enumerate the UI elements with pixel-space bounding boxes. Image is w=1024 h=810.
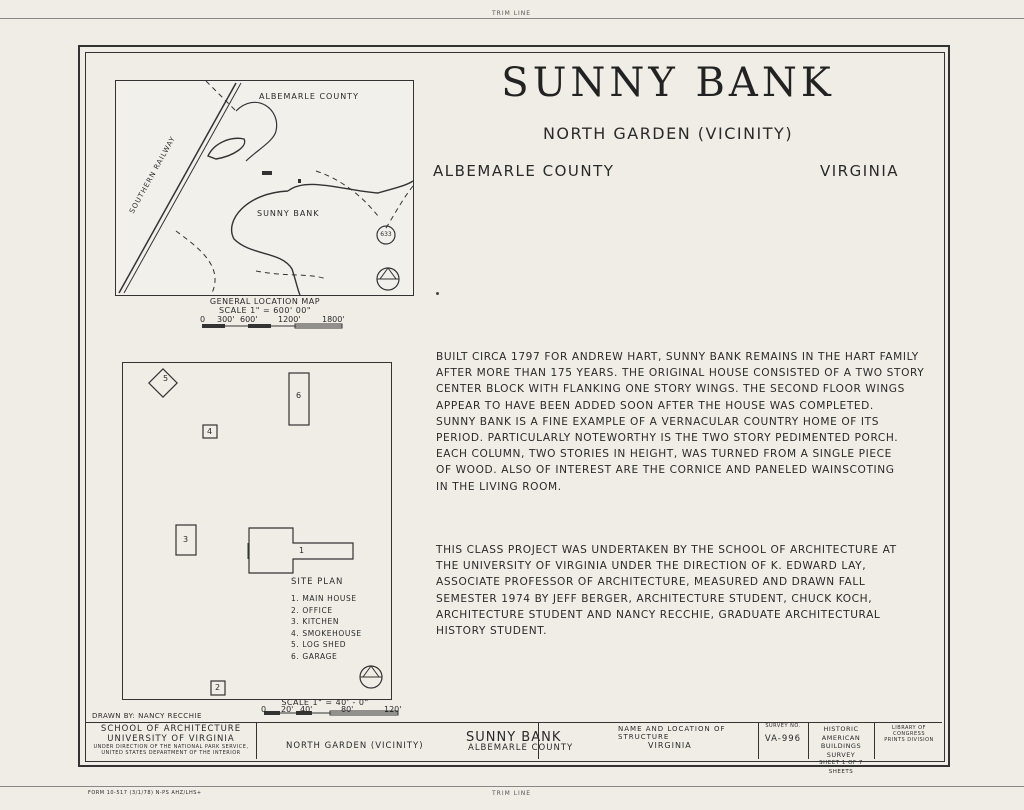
title-block-structure — [538, 723, 759, 759]
site-plan-scale: SCALE 1" = 40' - 0" — [281, 698, 369, 707]
habs-line-1: HISTORIC AMERICAN — [821, 725, 861, 742]
building-1-label: 1 — [299, 546, 305, 555]
description-line: IN THE LIVING ROOM. — [436, 480, 562, 493]
map-label-county: ALBEMARLE COUNTY — [259, 92, 359, 101]
description-line: EACH COLUMN, TWO STORIES IN HEIGHT, WAS TURNED FROM A SINGLE PIECE — [436, 448, 892, 461]
scale-tick-300: 300' — [217, 315, 235, 324]
scale-tick-1800: 1800' — [322, 315, 345, 324]
legend-item: 5. LOG SHED — [291, 640, 347, 649]
site-scale-tick-120: 120' — [384, 705, 402, 714]
university-name: UNIVERSITY OF VIRGINIA — [107, 734, 235, 744]
nps-direction: UNDER DIRECTION OF THE NATIONAL PARK SERVICE, — [93, 744, 249, 750]
description-line: CENTER BLOCK WITH FLANKING ONE STORY WINGS. THE SECOND FLOOR WINGS — [436, 383, 905, 396]
map-label-estate: SUNNY BANK — [257, 209, 320, 218]
legend-item: 2. OFFICE — [291, 605, 333, 615]
legend-item: 6. GARAGE — [291, 651, 338, 661]
structure-name: SUNNY BANK — [466, 730, 562, 745]
habs-line-2: BUILDINGS SURVEY — [820, 742, 862, 759]
description-line: APPEAR TO HAVE BEEN ADDED SOON AFTER THE HOUSE WAS COMPLETED. — [436, 399, 874, 412]
title-block-library — [878, 725, 940, 743]
building-2-label: 2 — [215, 683, 221, 692]
site-scale-tick-80: 80' — [341, 705, 354, 714]
title-block-habs — [808, 723, 875, 775]
state-heading: VIRGINIA — [820, 162, 900, 180]
credits-paragraph — [436, 542, 897, 639]
building-3-label: 3 — [183, 535, 189, 544]
trim-rule-bottom — [0, 786, 1024, 787]
general-location-map — [115, 80, 414, 296]
location-map-caption: GENERAL LOCATION MAP — [209, 297, 321, 306]
building-4-label: 4 — [207, 427, 213, 436]
description-line: PERIOD. PARTICULARLY NOTEWORTHY IS THE TWO STORY PEDIMENTED PORCH. — [436, 431, 899, 444]
site-plan-legend-title: SITE PLAN — [291, 577, 344, 587]
legend-item: 1. MAIN HOUSE — [291, 594, 357, 603]
credits-line: ASSOCIATE PROFESSOR OF ARCHITECTURE, MEASURED AND DRAWN FALL — [436, 576, 866, 589]
structure-county: ALBEMARLE COUNTY — [468, 743, 574, 753]
legend-item: 4. SMOKEHOUSE — [291, 628, 362, 638]
trim-line-bottom: TRIM LINE — [492, 790, 532, 797]
survey-number: VA-996 — [764, 734, 802, 744]
description-line: AFTER MORE THAN 175 YEARS. THE ORIGINAL HOUSE CONSISTED OF A TWO STORY — [436, 367, 925, 380]
school-name: SCHOOL OF ARCHITECTURE — [100, 724, 242, 734]
doi-direction: UNITED STATES DEPARTMENT OF THE INTERIOR — [101, 750, 241, 756]
description-line: OF WOOD. ALSO OF INTEREST ARE THE CORNICE AND PANELED WAINSCOTING — [436, 464, 895, 477]
credits-line: SEMESTER 1974 BY JEFF BERGER, ARCHITECTURE STUDENT, CHUCK KOCH, — [436, 592, 873, 605]
site-scale-tick-40: 40' — [300, 705, 313, 714]
map-label-railway: SOUTHERN RAILWAY — [128, 134, 178, 215]
legend-item: 3. KITCHEN — [291, 617, 340, 626]
description-paragraph — [436, 349, 924, 495]
structure-state: VIRGINIA — [648, 741, 692, 750]
route-number: 633 — [380, 231, 392, 238]
credits-line: THE UNIVERSITY OF VIRGINIA UNDER THE DIRECTION OF K. EDWARD LAY, — [436, 560, 867, 573]
site-plan — [122, 362, 392, 700]
scale-tick-600: 600' — [240, 315, 258, 324]
survey-label: SURVEY NO. — [765, 723, 801, 729]
scale-tick-0: 0 — [200, 315, 206, 324]
trim-line-top: TRIM LINE — [492, 10, 532, 17]
site-plan-legend — [291, 593, 362, 662]
structure-label: NAME AND LOCATION OF STRUCTURE — [618, 725, 726, 741]
library-line-2: PRINTS DIVISION — [884, 737, 934, 743]
credits-line: ARCHITECTURE STUDENT AND NANCY RECCHIE, GRADUATE ARCHITECTURAL — [436, 608, 881, 621]
scale-tick-1200: 1200' — [278, 315, 301, 324]
library-line-1: LIBRARY OF CONGRESS — [892, 725, 926, 737]
trim-rule-top — [0, 18, 1024, 19]
drawn-by: DRAWN BY: NANCY RECCHIE — [92, 712, 202, 720]
building-5-label: 5 — [163, 374, 169, 383]
credits-line: HISTORY STUDENT. — [436, 624, 548, 637]
credits-line: THIS CLASS PROJECT WAS UNDERTAKEN BY THE SCHOOL OF ARCHITECTURE AT — [436, 544, 897, 556]
ink-dot — [436, 292, 439, 295]
form-print-line: FORM 10-517 (3/1/78) N-PS AHZ/LHS+ — [88, 790, 202, 796]
title-block — [86, 722, 942, 775]
title-block-school — [86, 723, 257, 759]
drawing-subtitle: NORTH GARDEN (VICINITY) — [542, 124, 794, 143]
location-name: NORTH GARDEN (VICINITY) — [286, 741, 424, 751]
sheet-count: SHEET 1 OF 7 SHEETS — [819, 760, 863, 775]
site-scale-tick-20: 20' — [281, 705, 294, 714]
location-map-scale: SCALE 1" = 600' 00" — [218, 306, 312, 315]
description-line: BUILT CIRCA 1797 FOR ANDREW HART, SUNNY BANK REMAINS IN THE HART FAMILY — [436, 351, 919, 363]
location-map-drawing — [116, 81, 413, 295]
county-heading: ALBEMARLE COUNTY — [433, 162, 615, 180]
description-line: SUNNY BANK IS A FINE EXAMPLE OF A VERNACULAR COUNTRY HOME OF ITS — [436, 415, 880, 428]
building-6-label: 6 — [296, 391, 302, 400]
site-scale-tick-0: 0 — [261, 705, 267, 714]
title-block-survey — [758, 723, 809, 759]
drawing-title: SUNNY BANK — [501, 60, 835, 106]
